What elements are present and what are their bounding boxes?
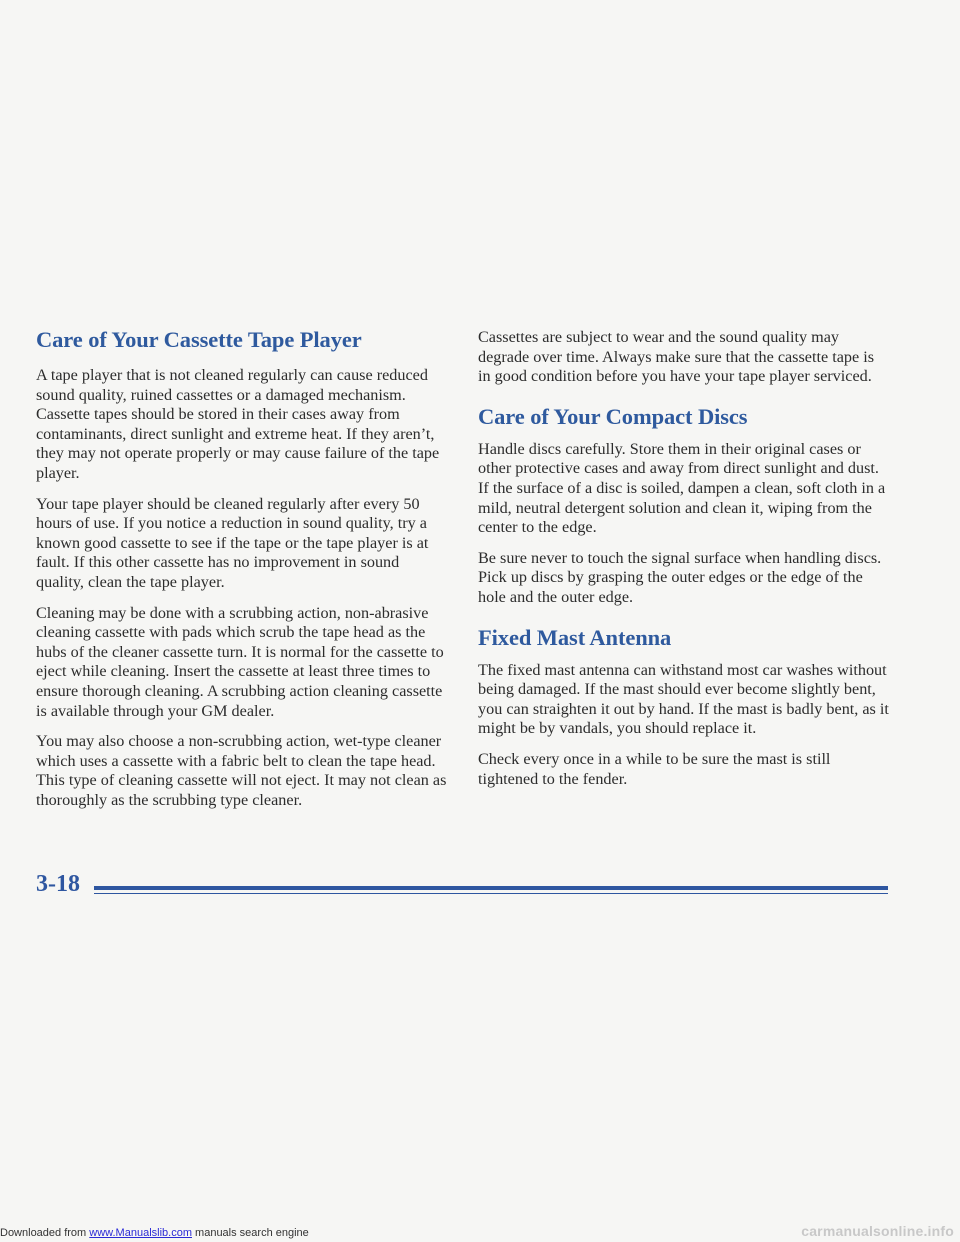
manualslib-link[interactable]: www.Manualslib.com: [89, 1227, 192, 1239]
right-column: [478, 328, 890, 800]
footer-rule: [94, 886, 888, 890]
antenna-paragraph: Check every once in a while to be sure the mast is still tightened to the fender.: [478, 749, 831, 788]
cassette-care-paragraph: You may also choose a non-scrubbing action, wet-type cleaner which uses a cassette with a fabric belt to clean the tape head. This type of cleaning cassette will not eject. It may not clean as thoroughly as the scrubbing type cleaner.: [36, 732, 447, 809]
watermark: carmanualsonline.info: [801, 1223, 954, 1239]
antenna-heading: Fixed Mast Antenna: [478, 624, 672, 650]
cassette-care-heading: Care of Your Cassette Tape Player: [36, 327, 362, 352]
compact-discs-heading: Care of Your Compact Discs: [478, 403, 748, 429]
cassette-care-paragraph: Your tape player should be cleaned regularly after every 50 hours of use. If you notice a reduction in sound quality, try a known good cassette to see if the tape or the tape player is at fault. If this other cassette has no improvement in sound quality, clean the tape player.: [36, 494, 429, 591]
download-note-suffix: manuals search engine: [191, 1227, 309, 1239]
page-footer: [36, 869, 888, 899]
antenna-paragraph: The fixed mast antenna can withstand most car washes without being damaged. If the mast should ever become slightly bent, you can straighten it out by hand. If the mast is badly bent, as it might be by vandals, you should replace it.: [478, 660, 889, 738]
cassette-care-paragraph: A tape player that is not cleaned regularly can cause reduced sound quality, ruined cassettes or a damaged mechanism. Cassette tapes should be stored in their cases away from contaminants, direct sunlight and extreme heat. If they aren’t, they may not operate properly or may cause failure of the tape player.: [36, 366, 440, 482]
footer-rule-thin: [94, 893, 888, 894]
compact-discs-paragraph: Be sure never to touch the signal surface when handling discs. Pick up discs by grasping the outer edges or the edge of the hole and the outer edge.: [478, 548, 882, 606]
cassette-wear-paragraph: Cassettes are subject to wear and the sound quality may degrade over time. Always make sure that the cassette tape is in good condition before you have your tape player serviced.: [478, 328, 875, 386]
compact-discs-paragraph: Handle discs carefully. Store them in their original cases or other protective cases and away from direct sunlight and dust. If the surface of a disc is soiled, dampen a clean, soft cloth in a mild, neutral detergent solution and clean it, wiping from the center to the edge.: [478, 439, 886, 537]
cassette-care-paragraph: Cleaning may be done with a scrubbing action, non-abrasive cleaning cassette with pads which scrub the tape head as the hubs of the cleaner cassette turn. It is normal for the cassette to eject while cleaning. Insert the cassette at least three times to ensure thorough cleaning. A scrubbing action cleaning cassette is available through your GM dealer.: [36, 603, 444, 720]
download-note-prefix: Downloaded from: [0, 1227, 90, 1239]
download-note: [0, 1226, 309, 1240]
left-column: [36, 326, 448, 821]
page-number: 3-18: [36, 871, 80, 897]
